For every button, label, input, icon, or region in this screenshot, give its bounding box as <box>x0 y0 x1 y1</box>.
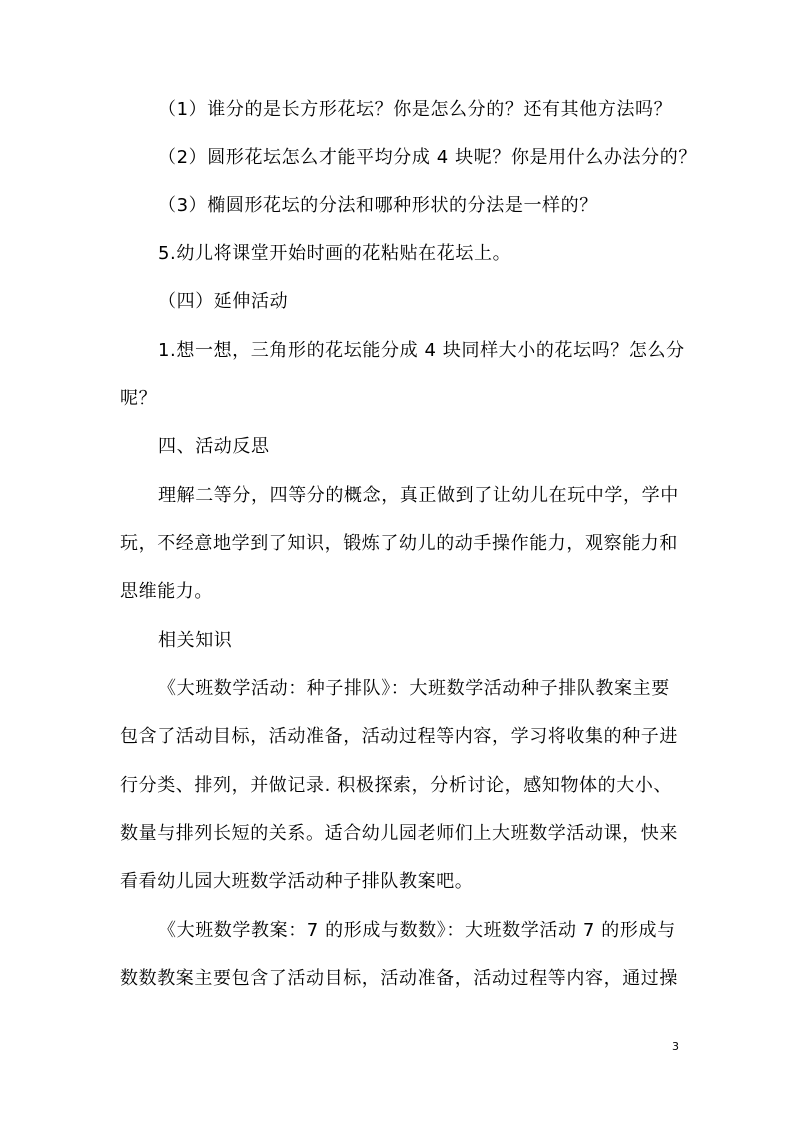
page-number: 3 <box>672 1040 679 1053</box>
text-line: 呢？ <box>120 388 158 409</box>
text-line: 理解二等分，四等分的概念，真正做到了让幼儿在玩中学，学中 <box>158 485 679 506</box>
text-line: 5.幼儿将课堂开始时画的花粘贴在花坛上。 <box>158 243 512 264</box>
text-line: 《大班数学教案：7 的形成与数数》：大班数学活动 7 的形成与 <box>158 920 676 941</box>
text-line: 包含了活动目标，活动准备，活动过程等内容，学习将收集的种子进 <box>120 726 678 747</box>
text-line: （1）谁分的是长方形花坛？你是怎么分的？还有其他方法吗？ <box>158 99 673 120</box>
text-line: 行分类、排列，并做记录. 积极探索，分析讨论，感知物体的大小、 <box>120 775 673 796</box>
section-heading: 四、活动反思 <box>158 436 270 457</box>
text-line: 《大班数学活动：种子排队》：大班数学活动种子排队教案主要 <box>158 678 670 699</box>
text-line: 看看幼儿园大班数学活动种子排队教案吧。 <box>120 871 474 892</box>
text-line: 玩，不经意地学到了知识，锻炼了幼儿的动手操作能力，观察能力和 <box>120 533 678 554</box>
text-line: （2）圆形花坛怎么才能平均分成 4 块呢？你是用什么办法分的？ <box>158 147 697 168</box>
section-heading: 相关知识 <box>158 630 233 651</box>
text-line: 数量与排列长短的关系。适合幼儿园老师们上大班数学活动课，快来 <box>120 823 678 844</box>
text-line: 思维能力。 <box>120 581 213 602</box>
section-heading: （四）延伸活动 <box>158 291 289 312</box>
text-line: 1.想一想，三角形的花坛能分成 4 块同样大小的花坛吗？怎么分 <box>158 340 685 361</box>
text-line: 数数教案主要包含了活动目标，活动准备，活动过程等内容，通过操 <box>120 968 678 989</box>
text-line: （3）椭圆形花坛的分法和哪种形状的分法是一样的？ <box>158 195 598 216</box>
